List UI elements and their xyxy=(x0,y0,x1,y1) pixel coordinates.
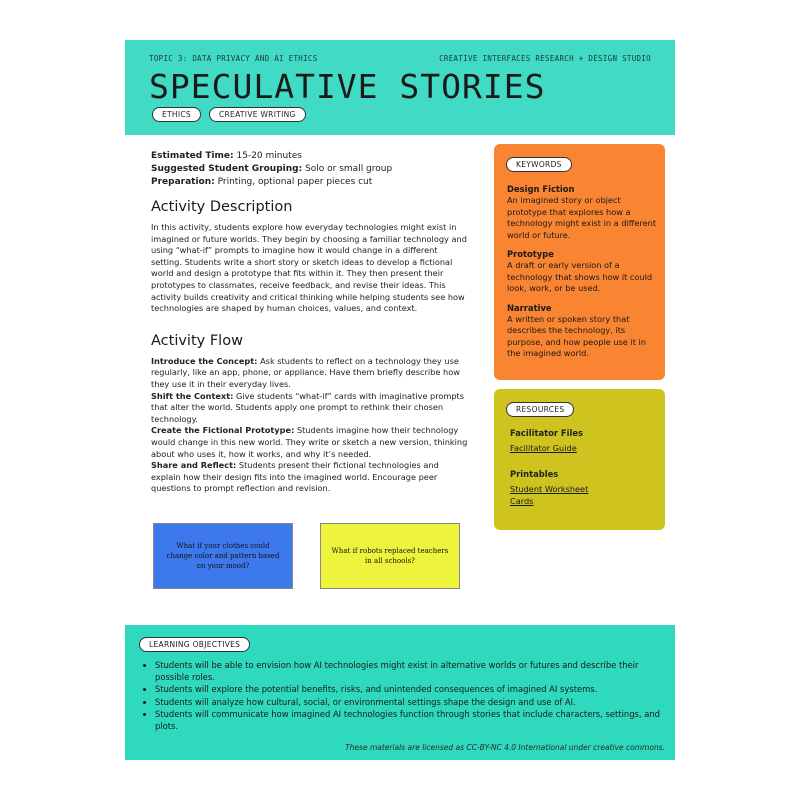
flow-step-label: Introduce the Concept: xyxy=(151,355,258,366)
cards-link[interactable]: Cards xyxy=(510,496,534,506)
header-banner xyxy=(125,40,675,135)
flow-step-create xyxy=(151,425,471,460)
studio-label: CREATIVE INTERFACES RESEARCH + DESIGN STUDIO xyxy=(439,54,651,63)
what-if-card-clothes: What if your clothes could change color and pattern based on your mood? xyxy=(153,523,293,589)
preparation-value: Printing, optional paper pieces cut xyxy=(214,177,373,187)
learning-objectives-section xyxy=(125,625,675,760)
page-title: SPECULATIVE STORIES xyxy=(149,67,546,106)
estimated-time xyxy=(151,150,471,163)
flow-step-text: Students imagine how their technology would change in this new world. They write or sketch a new version, thinking about who uses it, how it works, and why it’s needed. xyxy=(151,425,468,459)
flow-step-label: Shift the Context: xyxy=(151,390,234,401)
license-note: These materials are licensed as CC-BY-NC 4.0 International under creative commons. xyxy=(345,743,665,752)
flow-step-label: Create the Fictional Prototype: xyxy=(151,425,295,436)
objective-item: • Students will analyze how cultural, social, or environmental settings shape the design and use of AI. xyxy=(155,696,675,708)
student-worksheet-link[interactable]: Student Worksheet xyxy=(510,484,589,494)
resources-box xyxy=(494,389,665,530)
student-grouping xyxy=(151,163,471,176)
keyword-definition: A draft or early version of a technology that shows how it could look, work, or be used. xyxy=(507,260,653,293)
objective-list xyxy=(143,659,675,732)
objective-item: • Students will communicate how imagined AI technologies function through stories that include characters, settings, and plots. xyxy=(155,708,675,732)
flow-step-introduce xyxy=(151,356,471,391)
keyword-definition: A written or spoken story that describes the technology, its purpose, and how people use it in the imagined world. xyxy=(507,313,646,358)
flow-step-label: Share and Reflect: xyxy=(151,460,237,471)
printables-heading: Printables xyxy=(510,469,559,479)
activity-meta xyxy=(151,150,471,189)
description-text: In this activity, students explore how everyday technologies might exist in imagined or future worlds. They begin by choosing a familiar technology and using “what-if” prompts to imagine how it would change in a different setting. Students write a short story or sketch ideas to develop a fictional world and design a prototype that fits within it. They then present their prototypes to classmates, receive feedback, and revise their ideas. This activity builds creativity and critical thinking while helping students see how technologies are shaped by human choices, values, and context. xyxy=(151,222,467,314)
student-grouping-value: Solo or small group xyxy=(302,164,393,174)
keyword-list xyxy=(507,184,657,368)
what-if-card-robots: What if robots replaced teachers in all schools? xyxy=(320,523,460,589)
student-grouping-label: Suggested Student Grouping: xyxy=(151,164,303,174)
learning-objectives-label: LEARNING OBJECTIVES xyxy=(139,637,250,652)
keyword-definition: An imagined story or object prototype that explores how a technology might exist in a different world or future. xyxy=(507,195,657,240)
resource-list xyxy=(510,427,660,507)
main-column xyxy=(151,150,471,495)
flow-heading: Activity Flow xyxy=(151,332,243,349)
flow-step-text: Ask students to reflect on a technology they use regularly, like an app, phone, or appliance. Have them briefly describe how they use it in their everyday lives. xyxy=(151,355,460,389)
resources-label: RESOURCES xyxy=(506,402,574,417)
flow-step-shift xyxy=(151,391,471,426)
tag-ethics: ETHICS xyxy=(152,107,201,122)
keyword-term: Narrative xyxy=(507,302,552,313)
flow-step-share xyxy=(151,460,471,495)
description-heading: Activity Description xyxy=(151,199,293,215)
keyword-term: Design Fiction xyxy=(507,184,575,194)
objective-item: • Students will be able to envision how AI technologies might exist in alternative worlds or futures and describe their possible roles. xyxy=(155,659,675,683)
flow-step-text: Students present their fictional technologies and explain how their design fits into the imagined world. Encourage peer questions to prompt reflection and revision. xyxy=(151,460,439,494)
activity-page xyxy=(125,40,675,760)
keyword-term: Prototype xyxy=(507,249,554,259)
preparation-label: Preparation: xyxy=(151,177,215,187)
flow-step-text: Give students “what-if” cards with imaginative prompts that alter the world. Students apply one prompt to rethink their chosen technology. xyxy=(151,390,465,424)
facilitator-files-heading: Facilitator Files xyxy=(510,428,584,438)
objective-item: • Students will explore the potential benefits, risks, and unintended consequences of imagined AI systems. xyxy=(155,683,675,695)
estimated-time-label: Estimated Time: xyxy=(151,151,234,161)
facilitator-guide-link[interactable]: Facilitator Guide xyxy=(510,443,577,453)
keywords-label: KEYWORDS xyxy=(506,157,572,172)
tag-list xyxy=(152,107,306,122)
tag-creative-writing: CREATIVE WRITING xyxy=(209,107,306,122)
activity-flow xyxy=(151,333,471,495)
estimated-time-value: 15-20 minutes xyxy=(233,151,302,161)
topic-label: TOPIC 3: DATA PRIVACY AND AI ETHICS xyxy=(149,54,318,63)
keywords-box xyxy=(494,144,665,380)
preparation xyxy=(151,176,471,189)
